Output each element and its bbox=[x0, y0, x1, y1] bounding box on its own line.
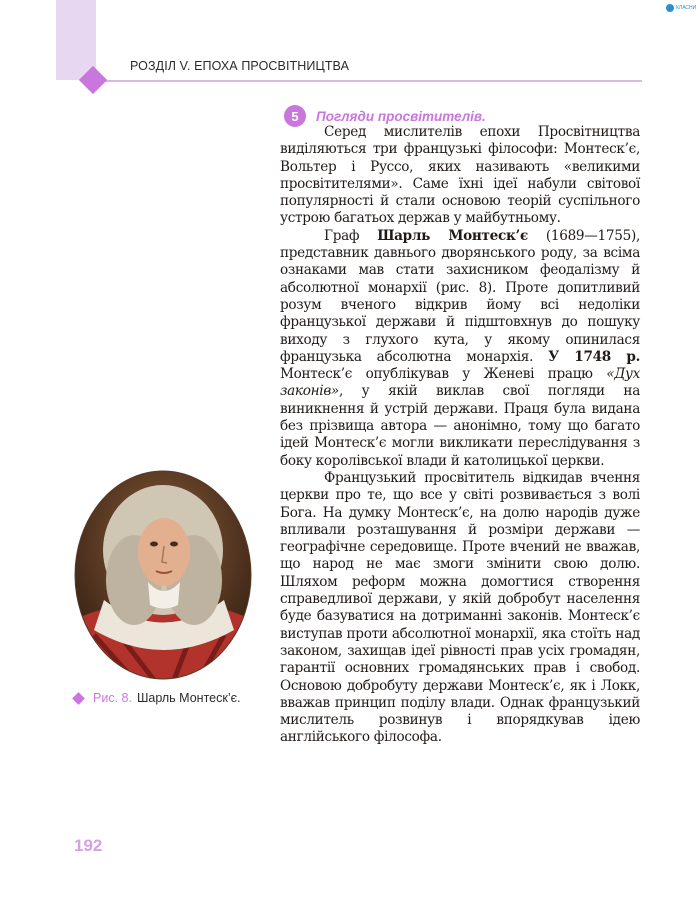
publication-date: У 1748 р. bbox=[548, 348, 640, 365]
portrait-illustration bbox=[74, 470, 252, 680]
logo-text: КЛАСНИ bbox=[676, 5, 697, 11]
paragraph-1: Серед мислителів епохи Просвітництва виділяються три французькі філософи: Монтеск’є, Вольтер і Руссо, яких називають «великими просвітителями». Саме їхні ідеї набули світової популярності й стали основою теорій суспільного устрою багатьох держав у майбутньому. bbox=[280, 124, 640, 227]
chapter-title: РОЗДІЛ V. ЕПОХА ПРОСВІТНИЦТВА bbox=[130, 59, 350, 73]
paragraph-2 bbox=[280, 228, 640, 470]
p2-text-3: Монтеск’є опублікував у Женеві працю bbox=[280, 366, 607, 383]
page-number: 192 bbox=[74, 836, 103, 855]
logo-circle-icon bbox=[666, 4, 674, 12]
section-title: Погляди просвітителів. bbox=[316, 108, 486, 124]
montesquieu-name: Шарль Монтеск’є bbox=[377, 227, 528, 244]
caption-diamond-icon bbox=[72, 692, 85, 705]
body-text bbox=[280, 124, 640, 747]
paragraph-3: Французький просвітитель відкидав вчення церкви про те, що все у світі розвивається з волі Бога. На думку Монтеск’є, на долю народів дуже впливали розташування й розміри держави — географічне середовище. Проте вчений не вважав, що народ не має змоги змінити свою долю. Шляхом реформ можна домогтися створення справедливої держави, у якій добробут населення буде базуватися на дотриманні законів. Монтеск’є виступав проти абсолютної монархії, яка стоїть над законом, захищав ідеї рівності прав усіх громадян, гарантії основних громадянських прав і свобод. Основою добробуту держави Монтеск’є, як і Локк, вважав принцип поділу влади. Однак французький мислитель розвинув і впорядкував ідею англійського філософа. bbox=[280, 469, 640, 746]
figure-label: Рис. 8. bbox=[93, 691, 132, 705]
figure-caption-text: Шарль Монтеск’є. bbox=[136, 691, 241, 705]
work-title: «Дух законів» bbox=[280, 366, 640, 400]
p2-text-2: (1689—1755), представник давнього дворянського роду, за всіма ознаками мав стати захисником феодалізму й абсолютної монархії (рис. 8). Проте допитливий розум вченого відкрив йому всі недоліки французької держави й підштовхнув до пошуку виходу з глухого кута, у якому опинилася французька абсолютна монархія. bbox=[280, 227, 640, 365]
figure-caption bbox=[74, 691, 240, 705]
section-number-badge: 5 bbox=[284, 105, 306, 127]
portrait-montesquieu bbox=[74, 470, 252, 680]
p2-text-1: Граф bbox=[324, 227, 378, 244]
p2-text-4: , у якій виклав свої погляди на виникнення й устрій держави. Праця була видана без прізвища автора — анонімно, тому що багато ідей Монтеск’є могли викликати переслідування з боку королівської влади й католицької церкви. bbox=[280, 383, 640, 469]
header-rule bbox=[96, 80, 642, 82]
publisher-logo bbox=[666, 2, 700, 14]
